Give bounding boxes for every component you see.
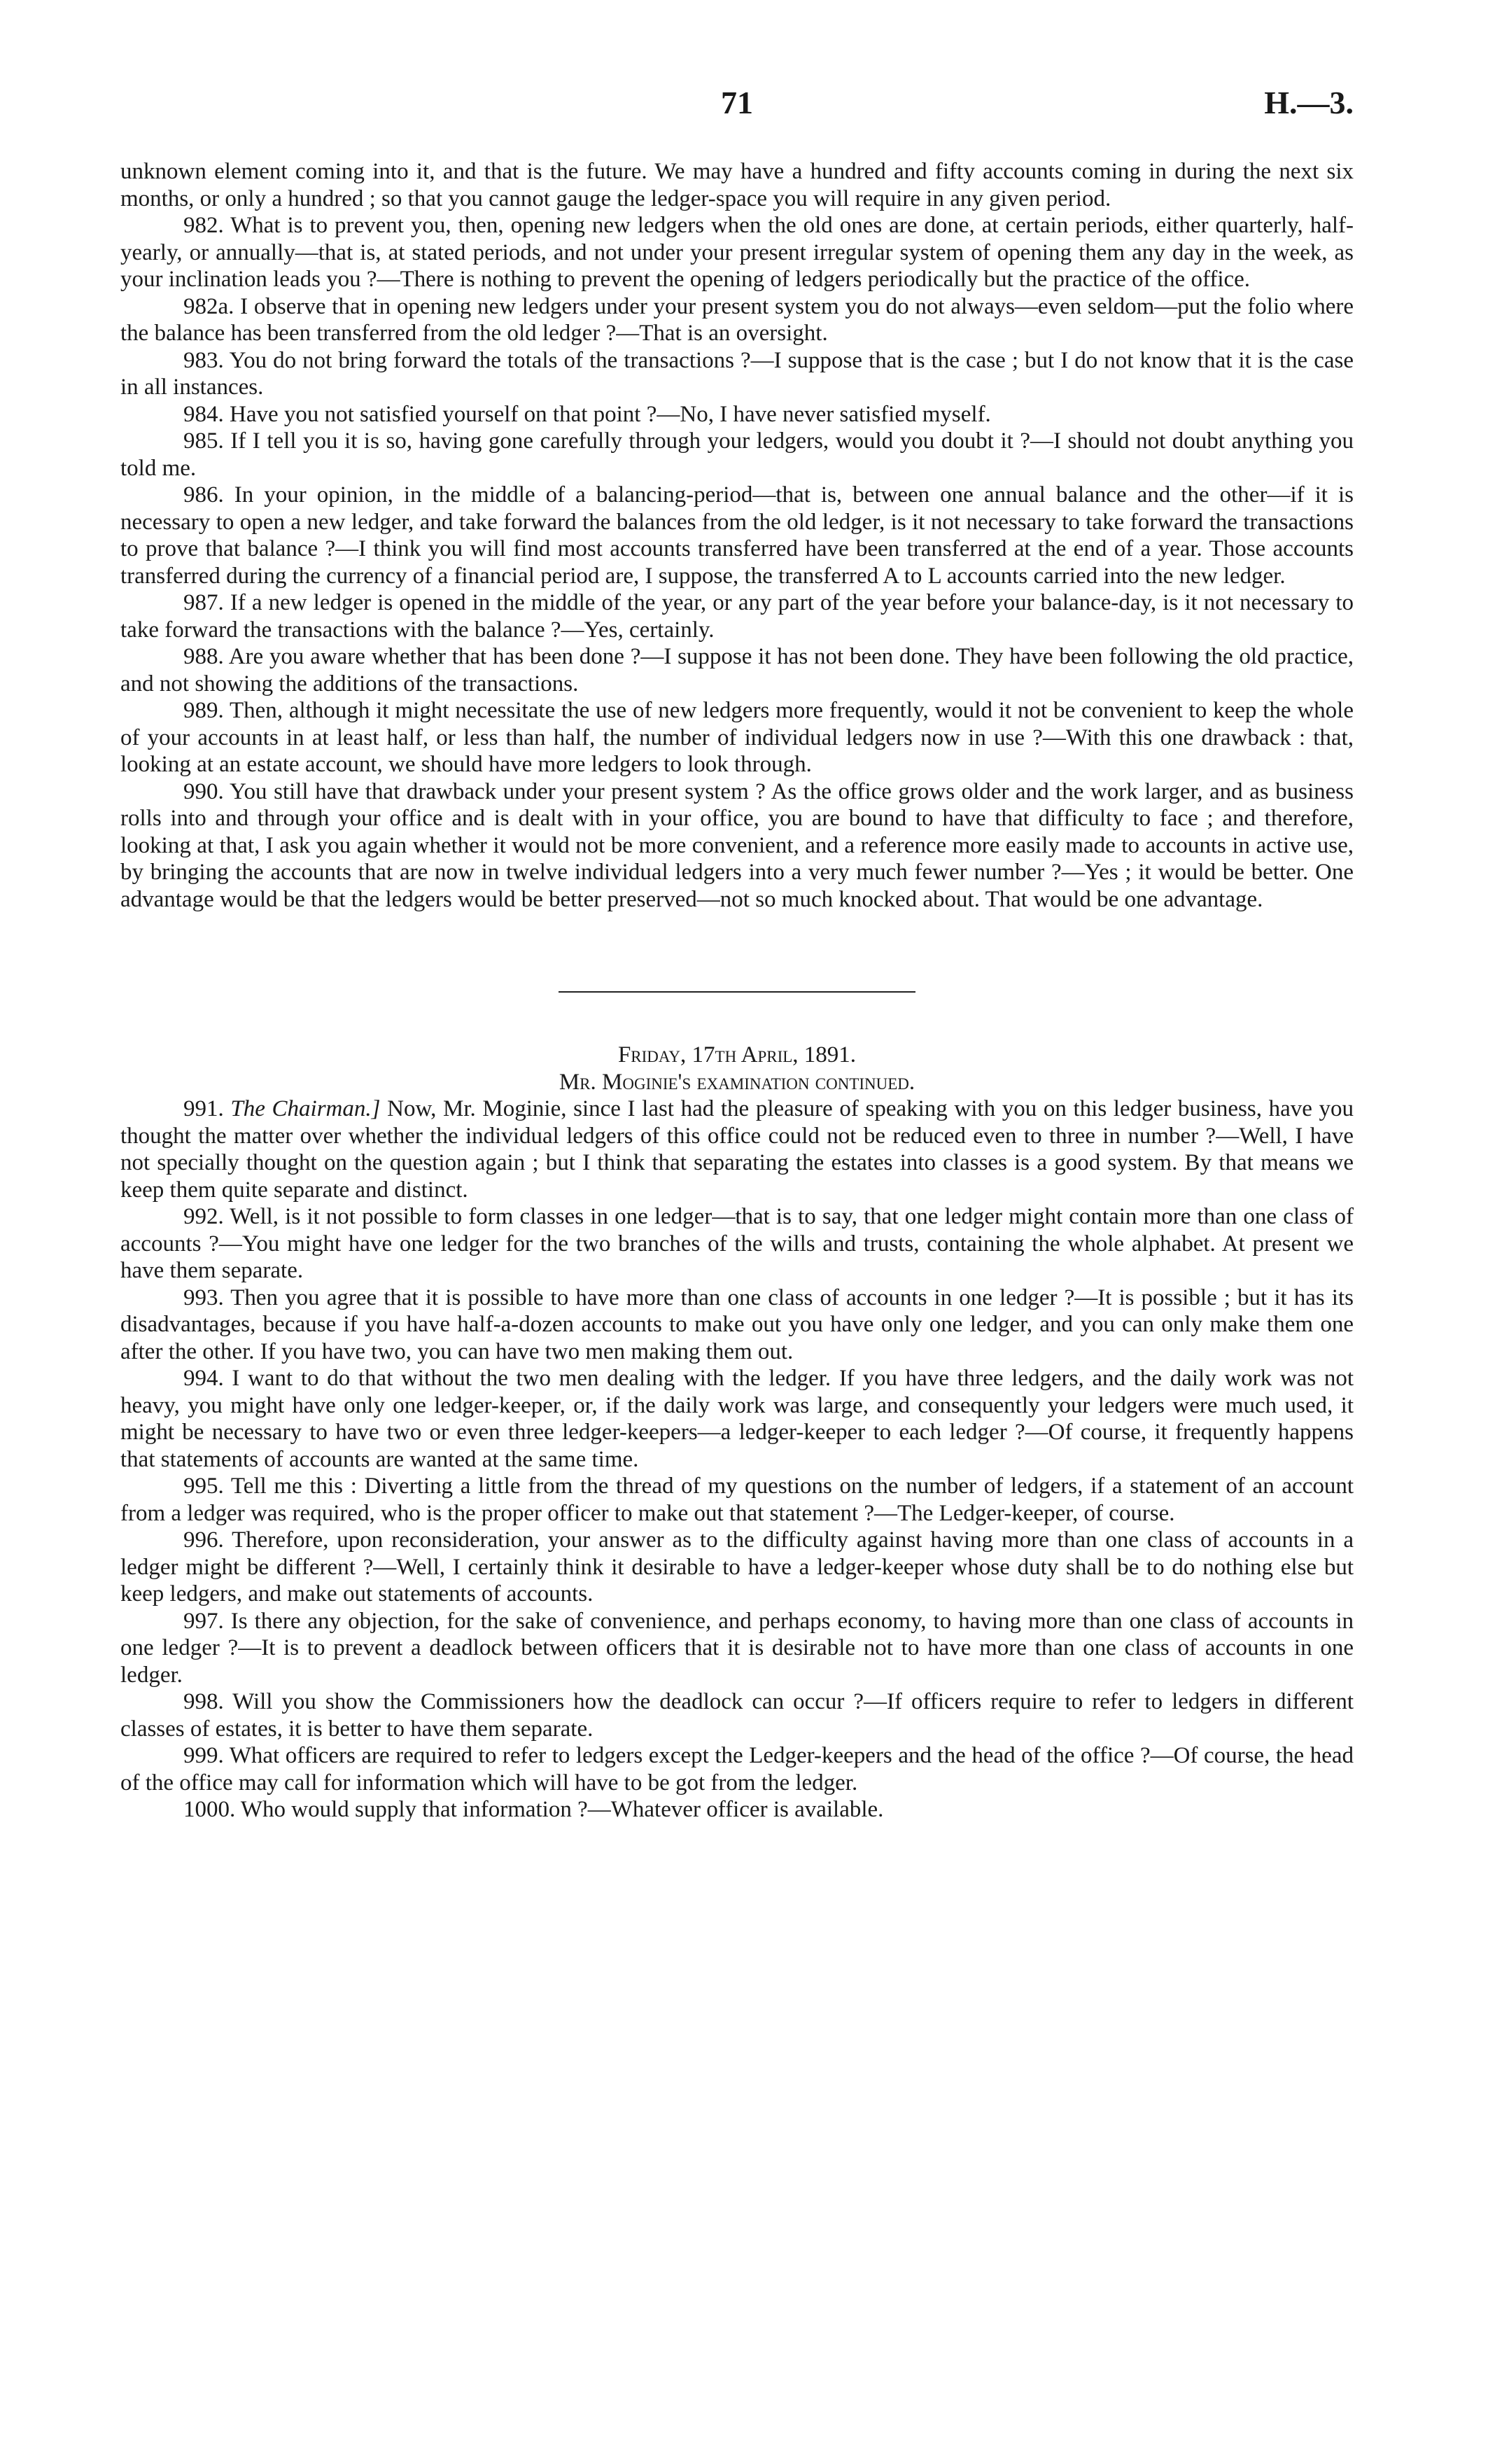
question-986: 986. In your opinion, in the middle of a balancing-period—that is, between one annual balance and the other—if it is necessary to open a new ledger, and take forward the balances from the old ledger, is it not necessary to take forward the transactions to prove that balance ?—I think you will find most accounts transferred have been transferred at the end of a year. Those accounts transferred during the currency of a financial period are, I suppose, the transferred A to L accounts carried into the new ledger. bbox=[120, 482, 1354, 589]
question-998: 998. Will you show the Commissioners how the deadlock can occur ?—If officers require to refer to ledgers in different classes of estates, it is better to have them separate. bbox=[120, 1689, 1354, 1742]
question-984: 984. Have you not satisfied yourself on that point ?—No, I have never satisfied myself. bbox=[183, 401, 991, 427]
page-number: 71 bbox=[721, 85, 753, 120]
question-991-speaker: The Chairman.] bbox=[230, 1096, 381, 1121]
question-1000: 1000. Who would supply that information ?—Whatever officer is available. bbox=[183, 1797, 884, 1822]
question-989: 989. Then, although it might necessitate the use of new ledgers more frequently, would it not be convenient to keep the whole of your accounts in at least half, or less than half, the number of individual ledgers now in use ?—With this one drawback : that, looking at an estate account, we should have more ledgers to look through. bbox=[120, 698, 1354, 777]
question-994: 994. I want to do that without the two men dealing with the ledger. If you have three ledgers, and the daily work was not heavy, you might have only one ledger-keeper, or, if the daily work was large, and consequently your ledgers were much used, it might be necessary to have two or even three ledger-keepers—a ledger-keeper to each ledger ?—Of course, it frequently happens that statements of accounts are wanted at the same time. bbox=[120, 1366, 1354, 1472]
page-header bbox=[120, 84, 1354, 126]
date-heading: Friday, 17th April, 1891. bbox=[617, 1042, 857, 1068]
question-985: 985. If I tell you it is so, having gone carefully through your ledgers, would you doubt it ?—I should not doubt anything you told me. bbox=[120, 428, 1354, 481]
question-996: 996. Therefore, upon reconsideration, your answer as to the difficulty against having more than one class of accounts in a ledger might be different ?—Well, I certainly think it desirable to have a ledger-keeper whose duty shall be to do nothing else but keep ledgers, and make out statements of accounts. bbox=[120, 1527, 1354, 1606]
question-991-number: 991. bbox=[183, 1096, 224, 1121]
question-993: 993. Then you agree that it is possible to have more than one class of accounts in one ledger ?—It is possible ; but it has its disadvantages, because if you have half-a-dozen accounts to make out you have only one ledger, and you can only make them one after the other. If you have two, you can have two men making them out. bbox=[120, 1284, 1354, 1364]
examination-heading-text: Mr. Moginie's examination continued. bbox=[559, 1069, 915, 1095]
question-991-text: Now, Mr. Moginie, since I last had the pleasure of speaking with you on this ledger business, have you thought the matter over whether the individual ledgers of this office could not be reduced even to three in number ?—Well, I have not specially thought on the question again ; but I think that separating the estates into classes is a good system. By that means we keep them quite separate and distinct. bbox=[120, 1096, 1354, 1203]
question-990: 990. You still have that drawback under your present system ? As the office grows older and the work larger, and as business rolls into and through your office and is dealt with in your office, you are bound to have that difficulty to face ; and therefore, looking at that, I ask you again whether it would not be more convenient, and a reference more easily made to accounts in active use, by bringing the accounts that are now in twelve individual ledgers into a very much fewer number ?—Yes ; it would be better. One advantage would be that the ledgers would be better preserved—not so much knocked about. That would be one advantage. bbox=[120, 778, 1354, 912]
section-divider bbox=[559, 991, 915, 993]
question-988: 988. Are you aware whether that has been done ?—I suppose it has not been done. They have been following the old practice, and not showing the additions of the transactions. bbox=[120, 644, 1354, 696]
question-982: 982. What is to prevent you, then, opening new ledgers when the old ones are done, at certain periods, either quarterly, half-yearly, or annually—that is, at stated periods, and not under your present irregular system of opening them any day in the week, as your inclination leads you ?—There is nothing to prevent the opening of ledgers periodically but the practice of the office. bbox=[120, 213, 1354, 292]
opening-paragraph: unknown element coming into it, and that is the future. We may have a hundred and fifty accounts coming in during the next six months, or only a hundred ; so that you cannot gauge the ledger-space you will require in any given period. bbox=[120, 159, 1354, 211]
question-982a: 982a. I observe that in opening new ledgers under your present system you do not always—even seldom—put the folio where the balance has been transferred from the old ledger ?—That is an oversight. bbox=[120, 293, 1354, 346]
examination-heading bbox=[120, 1069, 1354, 1096]
document-reference: H.—3. bbox=[1264, 85, 1354, 120]
question-991 bbox=[120, 1096, 1354, 1203]
question-995: 995. Tell me this : Diverting a little from the thread of my questions on the number of ledgers, if a statement of an account from a ledger was required, who is the proper officer to make out that statement ?—The Ledger-keeper, of course. bbox=[120, 1474, 1354, 1526]
question-987: 987. If a new ledger is opened in the middle of the year, or any part of the year before your balance-day, is it not necessary to take forward the transactions with the balance ?—Yes, certainly. bbox=[120, 590, 1354, 643]
question-999: 999. What officers are required to refer to ledgers except the Ledger-keepers and the head of the office ?—Of course, the head of the office may call for information which will have to be got from the ledger. bbox=[120, 1743, 1354, 1795]
question-997: 997. Is there any objection, for the sake of convenience, and perhaps economy, to having more than one class of accounts in one ledger ?—It is to prevent a deadlock between officers that it is desirable not to have more than one class of accounts in one ledger. bbox=[120, 1608, 1354, 1688]
question-983: 983. You do not bring forward the totals of the transactions ?—I suppose that is the case ; but I do not know that it is the case in all instances. bbox=[120, 347, 1354, 400]
page-content bbox=[120, 158, 1354, 1823]
question-992: 992. Well, is it not possible to form classes in one ledger—that is to say, that one ledger might contain more than one class of accounts ?—You might have one ledger for the two branches of the wills and trusts, containing the whole alphabet. At present we have them separate. bbox=[120, 1204, 1354, 1283]
